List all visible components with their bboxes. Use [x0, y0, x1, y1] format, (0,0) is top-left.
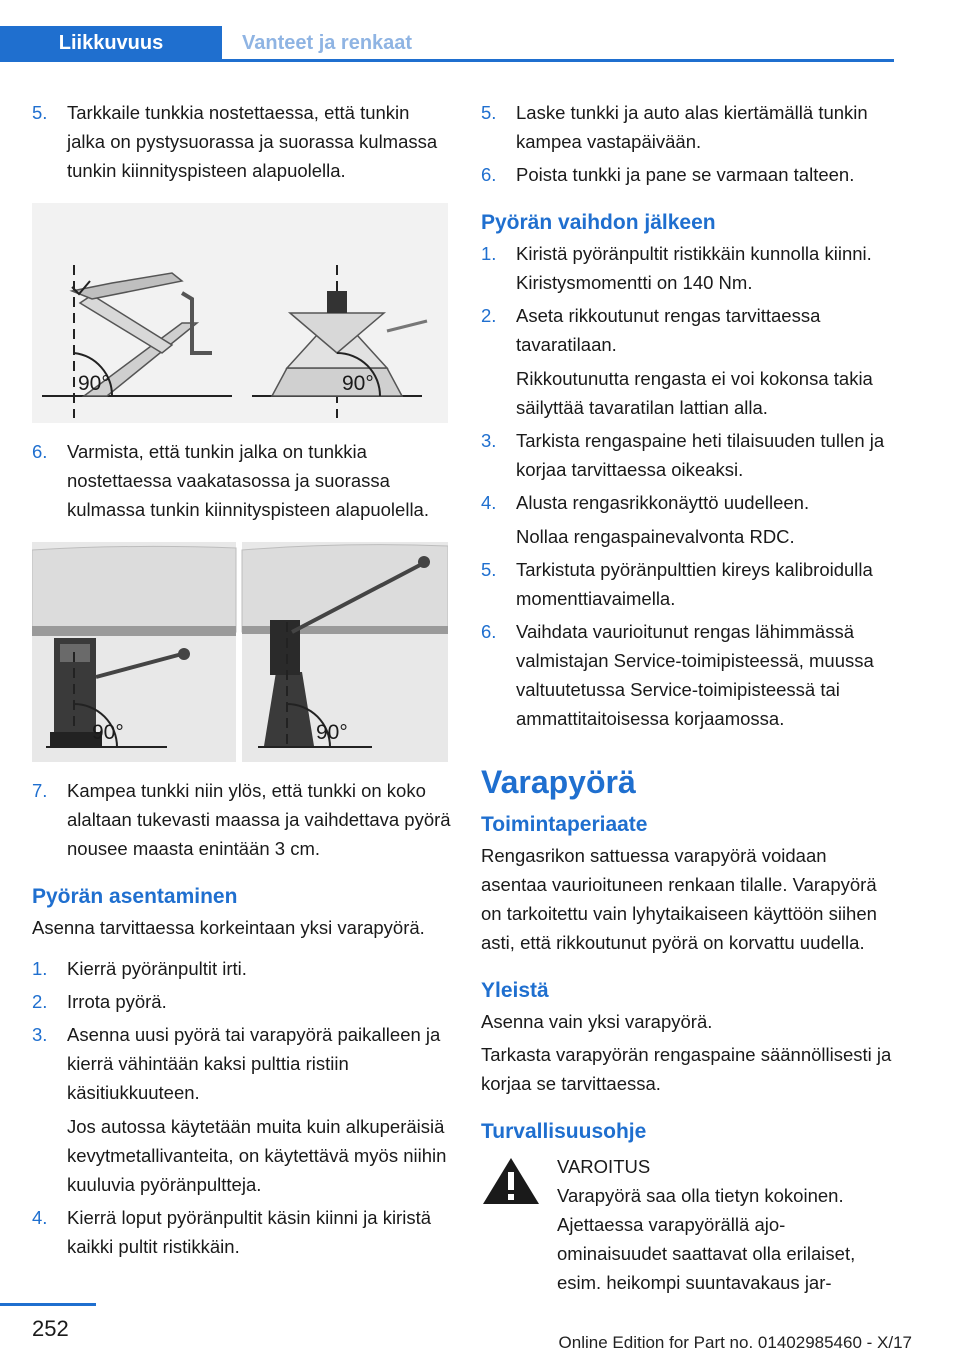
mount-steps-list [32, 954, 452, 1261]
step-subtext: Nollaa rengaspainevalvonta RDC. [516, 526, 795, 547]
mount-heading: Pyörän asentaminen [32, 885, 238, 908]
warning-text [557, 1181, 895, 1297]
step-number: 7. [32, 780, 48, 801]
warning-block [481, 1152, 895, 1297]
step-number: 6. [481, 621, 497, 642]
step-text: Tarkistuta pyöränpulttien kireys kalibroidulla momenttiavaimella. [516, 559, 873, 609]
step-text: Tarkkaile tunkkia nostettaessa, että tunkin jalka on pystysuorassa ja suorassa kulmassa tunkin kiinnityspisteen alapuolella. [67, 102, 438, 181]
step-number: 5. [481, 102, 497, 123]
step-number: 4. [481, 492, 497, 513]
warning-icon [481, 1156, 541, 1206]
general-heading: Yleistä [481, 979, 549, 1002]
list-item [481, 488, 895, 551]
spare-wheel-title: Varapyörä [481, 764, 636, 800]
list-item [481, 426, 895, 484]
step-text: Alusta rengasrikkonäyttö uudelleen. [516, 492, 810, 513]
list-item [32, 1203, 452, 1261]
list-item [32, 987, 452, 1016]
page-number: 252 [32, 1316, 69, 1341]
angle-label-right: 90° [342, 372, 374, 395]
section-tab[interactable]: Vanteet ja renkaat [242, 31, 413, 54]
angle-label-left: 90° [92, 721, 124, 744]
step-number: 6. [481, 164, 497, 185]
step-7-left [32, 776, 452, 863]
warning-text-content: Varapyörä saa olla tietyn kokoinen. Ajettaessa varapyörällä ajo-ominaisuudet saattavat olla erilaiset, esim. heikompi suuntavakaus jar- [557, 1185, 856, 1293]
principle-heading: Toimintaperiaate [481, 813, 648, 836]
step-text: Kierrä loput pyöränpultit käsin kiinni ja kiristä kaikki pultit ristikkäin. [67, 1207, 432, 1257]
general-text-2: Tarkasta varapyörän rengaspaine säännöllisesti ja korjaa se tarvittaessa. [481, 1044, 892, 1094]
step-text: Varmista, että tunkin jalka on tunkkia nostettaessa vaakatasossa ja suorassa kulmassa tunkin kiinnityspisteen alapuolella. [67, 441, 429, 520]
list-item [481, 555, 895, 613]
list-item [32, 1020, 452, 1199]
step-number: 4. [32, 1207, 48, 1228]
page-header [0, 26, 894, 62]
header-rule [0, 59, 894, 62]
step-text: Kampea tunkki niin ylös, että tunkki on koko alaltaan tukevasti maassa ja vaihdettava pyörä nousee maasta enintään 3 cm. [67, 780, 451, 859]
step-number: 1. [32, 958, 48, 979]
step-text: Tarkista rengaspaine heti tilaisuuden tullen ja korjaa tarvittaessa oikeaksi. [516, 430, 885, 480]
list-item [481, 98, 895, 156]
steps-continued [481, 98, 895, 189]
step-text: Laske tunkki ja auto alas kiertämällä tunkin kampea vastapäivään. [516, 102, 868, 152]
left-column [32, 98, 452, 1265]
step-text: Aseta rikkoutunut rengas tarvittaessa tavaratilaan. [516, 305, 821, 355]
warning-label: VAROITUS [557, 1156, 651, 1177]
step-number: 3. [32, 1024, 48, 1045]
principle-text: Rengasrikon sattuessa varapyörä voidaan asentaa vaurioituneen renkaan tilalle. Varapyörä on tarkoitettu vain lyhytaikaiseen käyttöön siihen asti, että rikkoutunut pyörä on korvattu uudella. [481, 845, 877, 953]
list-item [481, 617, 895, 733]
list-item [481, 160, 895, 189]
step-number: 2. [32, 991, 48, 1012]
step-number: 5. [481, 559, 497, 580]
step-text: Asenna uusi pyörä tai varapyörä paikalleen ja kierrä vähintään kaksi pulttia ristiin käsitiukkuuteen. [67, 1024, 441, 1103]
step-5-left [32, 98, 452, 185]
list-item [481, 301, 895, 422]
step-number: 6. [32, 441, 48, 462]
list-item [481, 239, 895, 297]
step-text: Kiristä pyöränpultit ristikkäin kunnolla kiinni. Kiristysmomentti on 140 Nm. [516, 243, 872, 293]
right-column [481, 98, 895, 1297]
step-number: 5. [32, 102, 48, 123]
mount-intro: Asenna tarvittaessa korkeintaan yksi varapyörä. [32, 917, 425, 938]
after-change-heading: Pyörän vaihdon jälkeen [481, 211, 716, 234]
safety-heading: Turvallisuusohje [481, 1120, 647, 1143]
general-text-1: Asenna vain yksi varapyörä. [481, 1011, 713, 1032]
step-text: Irrota pyörä. [67, 991, 167, 1012]
step-number: 1. [481, 243, 497, 264]
angle-label-right: 90° [316, 721, 348, 744]
angle-label-left: 90° [78, 372, 110, 395]
chapter-tab[interactable]: Liikkuvuus [0, 26, 222, 60]
step-text: Poista tunkki ja pane se varmaan talteen. [516, 164, 855, 185]
step-number: 2. [481, 305, 497, 326]
step-subtext: Jos autossa käytetään muita kuin alkuperäisiä kevytmetallivanteita, on käytettävä myös niihin kuuluvia pyöränpultteja. [67, 1116, 447, 1195]
list-item [32, 954, 452, 983]
step-number: 3. [481, 430, 497, 451]
edition-note: Online Edition for Part no. 01402985460 - X/17 [558, 1333, 912, 1352]
footer-rule [0, 1303, 96, 1306]
after-steps-list [481, 239, 895, 733]
step-text: Vaihdata vaurioitunut rengas lähimmässä valmistajan Service-toimipisteessä, muussa valtuutetussa Service-toimipisteessä tai ammattitaitoisessa korjaamossa. [516, 621, 874, 729]
step-6-left [32, 437, 452, 524]
scissor-jack-figure [32, 203, 448, 423]
step-text: Kierrä pyöränpultit irti. [67, 958, 247, 979]
jack-under-car-figure [32, 542, 448, 762]
step-subtext: Rikkoutunutta rengasta ei voi kokonsa takia säilyttää tavaratilan lattian alla. [516, 368, 873, 418]
